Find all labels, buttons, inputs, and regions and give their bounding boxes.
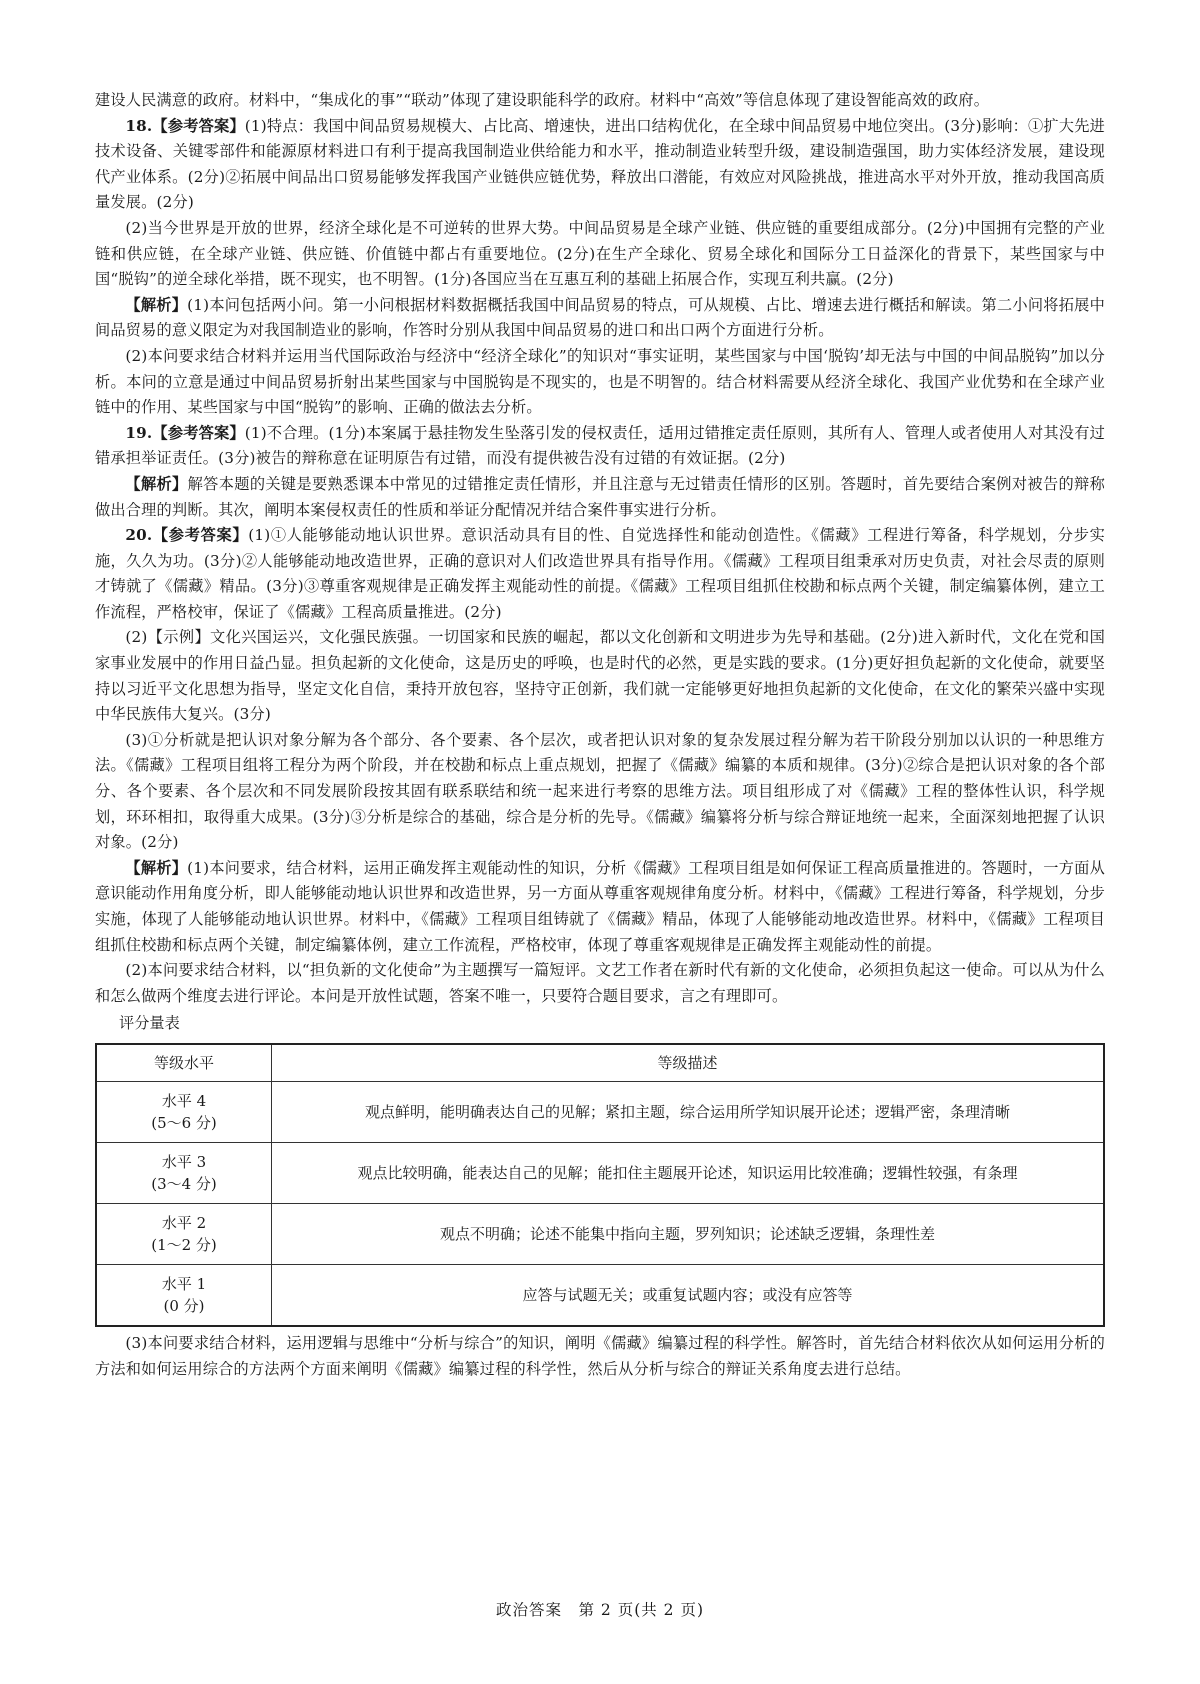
rubric-row — [96, 1142, 1104, 1203]
rubric-level-cell — [96, 1081, 272, 1142]
answer-page — [95, 88, 1105, 1382]
answer-paragraph — [95, 472, 1105, 523]
answer-tag: 18.【参考答案】 — [125, 116, 245, 135]
answer-paragraph — [95, 958, 1105, 1009]
rubric-header-desc: 等级描述 — [272, 1044, 1105, 1082]
rubric-level: 水平 3 — [161, 1152, 207, 1171]
rubric-row — [96, 1081, 1104, 1142]
answer-paragraphs — [95, 88, 1105, 1009]
rubric-label: 评分量表 — [119, 1014, 180, 1033]
rubric-header-level: 等级水平 — [96, 1044, 272, 1082]
rubric-score: (5～6 分) — [151, 1113, 217, 1132]
answer-paragraph — [95, 523, 1105, 625]
answer-paragraph — [95, 344, 1105, 421]
scoring-rubric-table — [95, 1043, 1105, 1327]
answer-tag: 19.【参考答案】 — [125, 423, 245, 442]
answer-text: (2)当今世界是开放的世界，经济全球化是不可逆转的世界大势。中间品贸易是全球产业链、供应链的重要组成部分。(2分)中国拥有完整的产业链和供应链，在全球产业链、供应链、价值链中都占有重要地位。(2分)在生产全球化、贸易全球化和国际分工日益深化的背景下，某些国家与中国“脱钩”的逆全球化举措，既不现实，也不明智。(1分)各国应当在互惠互利的基础上拓展合作，实现互利共赢。(2分) — [95, 218, 1105, 289]
answer-paragraph — [95, 728, 1105, 856]
rubric-description: 应答与试题无关；或重复试题内容；或没有应答等 — [272, 1264, 1105, 1326]
answer-text: (2)本问要求结合材料，以“担负新的文化使命”为主题撰写一篇短评。文艺工作者在新时代有新的文化使命，必须担负起这一使命。可以从为什么和怎么做两个维度去进行评论。本问是开放性试题，答案不唯一，只要符合题目要求，言之有理即可。 — [95, 961, 1105, 1005]
rubric-level: 水平 2 — [161, 1213, 207, 1232]
answer-paragraph — [95, 421, 1105, 472]
answer-paragraph — [95, 88, 1105, 114]
answer-text: (3)①分析就是把认识对象分解为各个部分、各个要素、各个层次，或者把认识对象的复杂发展过程分解为若干阶段分别加以认识的一种思维方法。《儒藏》工程项目组将工程分为两个阶段，并在校勘和标点上重点规划，把握了《儒藏》编纂的本质和规律。(3分)②综合是把认识对象的各个部分、各个要素、各个层次和不同发展阶段按其固有联系联结和统一起来进行考察的思维方法。项目组形成了对《儒藏》工程的整体性认识，科学规划，环环相扣，取得重大成果。(3分)③分析是综合的基础，综合是分析的先导。《儒藏》编纂将分析与综合辩证地统一起来，全面深刻地把握了认识对象。(2分) — [95, 730, 1105, 852]
rubric-description: 观点比较明确，能表达自己的见解；能扣住主题展开论述，知识运用比较准确；逻辑性较强，有条理 — [272, 1142, 1105, 1203]
rubric-score: (1～2 分) — [151, 1235, 217, 1254]
rubric-header-row — [96, 1044, 1104, 1082]
answer-text: 建设人民满意的政府。材料中，“集成化的事”“联动”体现了建设职能科学的政府。材料中“高效”等信息体现了建设智能高效的政府。 — [95, 91, 990, 109]
rubric-row — [96, 1203, 1104, 1264]
answer-text: (1)①人能够能动地认识世界。意识活动具有目的性、自觉选择性和能动创造性。《儒藏》工程进行筹备，科学规划，分步实施，久久为功。(3分)②人能够能动地改造世界，正确的意识对人们改造世界具有指导作用。《儒藏》工程项目组秉承对历史负责，对社会尽责的原则才铸就了《儒藏》精品。(3分)③尊重客观规律是正确发挥主观能动性的前提。《儒藏》工程项目组抓住校勘和标点两个关键，制定编纂体例，建立工作流程，严格校审，保证了《儒藏》工程高质量推进。(2分) — [95, 526, 1105, 621]
answer-paragraph — [95, 114, 1105, 216]
answer-paragraph — [95, 625, 1105, 727]
rubric-level: 水平 1 — [161, 1274, 207, 1293]
answer-text: (2)本问要求结合材料并运用当代国际政治与经济中“经济全球化”的知识对“事实证明，某些国家与中国‘脱钩’却无法与中国的中间品脱钩”加以分析。本问的立意是通过中间品贸易折射出某些国家与中国脱钩是不现实的，也是不明智的。结合材料需要从经济全球化、我国产业优势和在全球产业链中的作用、某些国家与中国“脱钩”的影响、正确的做法去分析。 — [95, 346, 1105, 417]
rubric-level-cell — [96, 1264, 272, 1326]
answer-tag: 【解析】 — [125, 295, 188, 314]
answer-paragraph — [95, 293, 1105, 344]
answer-tag: 20.【参考答案】 — [125, 526, 249, 545]
answer-paragraph — [95, 216, 1105, 293]
rubric-score: (3～4 分) — [151, 1174, 217, 1193]
answer-paragraph — [95, 856, 1105, 958]
answer-paragraphs-bottom — [95, 1331, 1105, 1382]
rubric-row — [96, 1264, 1104, 1326]
rubric-level: 水平 4 — [161, 1091, 207, 1110]
answer-text: (1)不合理。(1分)本案属于悬挂物发生坠落引发的侵权责任，适用过错推定责任原则，其所有人、管理人或者使用人对其没有过错承担举证责任。(3分)被告的辩称意在证明原告有过错，而没有提供被告没有过错的有效证据。(2分) — [95, 423, 1105, 468]
answer-text: (1)本问包括两小问。第一小问根据材料数据概括我国中间品贸易的特点，可从规模、占比、增速去进行概括和解读。第二小问将拓展中间品贸易的意义限定为对我国制造业的影响，作答时分别从我国中间品贸易的进口和出口两个方面进行分析。 — [95, 295, 1105, 340]
answer-text: (2)【示例】文化兴国运兴，文化强民族强。一切国家和民族的崛起，都以文化创新和文明进步为先导和基础。(2分)进入新时代，文化在党和国家事业发展中的作用日益凸显。担负起新的文化使命，这是历史的呼唤，也是时代的必然，更是实践的要求。(1分)更好担负起新的文化使命，就要坚持以习近平文化思想为指导，坚定文化自信，秉持开放包容，坚持守正创新，我们就一定能够更好地担负起新的文化使命，在文化的繁荣兴盛中实现中华民族伟大复兴。(3分) — [95, 628, 1105, 724]
answer-tag: 【解析】 — [125, 474, 188, 493]
answer-text: (1)本问要求，结合材料，运用正确发挥主观能动性的知识，分析《儒藏》工程项目组是如何保证工程高质量推进的。答题时，一方面从意识能动作用角度分析，即人能够能动地认识世界和改造世界，另一方面从尊重客观规律角度分析。材料中，《儒藏》工程进行筹备，科学规划，分步实施，体现了人能够能动地认识世界。材料中，《儒藏》工程项目组铸就了《儒藏》精品，体现了人能够能动地改造世界。材料中，《儒藏》工程项目组抓住校勘和标点两个关键，制定编纂体例，建立工作流程，严格校审，体现了尊重客观规律是正确发挥主观能动性的前提。 — [95, 858, 1105, 954]
rubric-score: (0 分) — [163, 1296, 205, 1315]
answer-paragraph — [95, 1331, 1105, 1382]
answer-tag: 【解析】 — [125, 858, 188, 877]
answer-text: (3)本问要求结合材料，运用逻辑与思维中“分析与综合”的知识，阐明《儒藏》编纂过程的科学性。解答时，首先结合材料依次从如何运用分析的方法和如何运用综合的方法两个方面来阐明《儒藏》编纂过程的科学性，然后从分析与综合的辩证关系角度去进行总结。 — [95, 1333, 1105, 1378]
rubric-level-cell — [96, 1142, 272, 1203]
rubric-description: 观点不明确；论述不能集中指向主题，罗列知识；论述缺乏逻辑，条理性差 — [272, 1203, 1105, 1264]
rubric-description: 观点鲜明，能明确表达自己的见解；紧扣主题，综合运用所学知识展开论述；逻辑严密，条理清晰 — [272, 1081, 1105, 1142]
answer-text: 解答本题的关键是要熟悉课本中常见的过错推定责任情形，并且注意与无过错责任情形的区别。答题时，首先要结合案例对被告的辩称做出合理的判断。其次，阐明本案侵权责任的性质和举证分配情况并结合案件事实进行分析。 — [95, 474, 1105, 519]
rubric-level-cell — [96, 1203, 272, 1264]
answer-text: (1)特点：我国中间品贸易规模大、占比高、增速快，进出口结构优化，在全球中间品贸易中地位突出。(3分)影响：①扩大先进技术设备、关键零部件和能源原材料进口有利于提高我国制造业供给能力和水平，推动制造业转型升级，建设制造强国，助力实体经济发展，建设现代产业体系。(2分)②拓展中间品出口贸易能够发挥我国产业链供应链优势，释放出口潜能，有效应对风险挑战，推进高水平对外开放，推动我国高质量发展。(2分) — [95, 116, 1105, 212]
page-footer: 政治答案 第 2 页(共 2 页) — [495, 1601, 705, 1619]
